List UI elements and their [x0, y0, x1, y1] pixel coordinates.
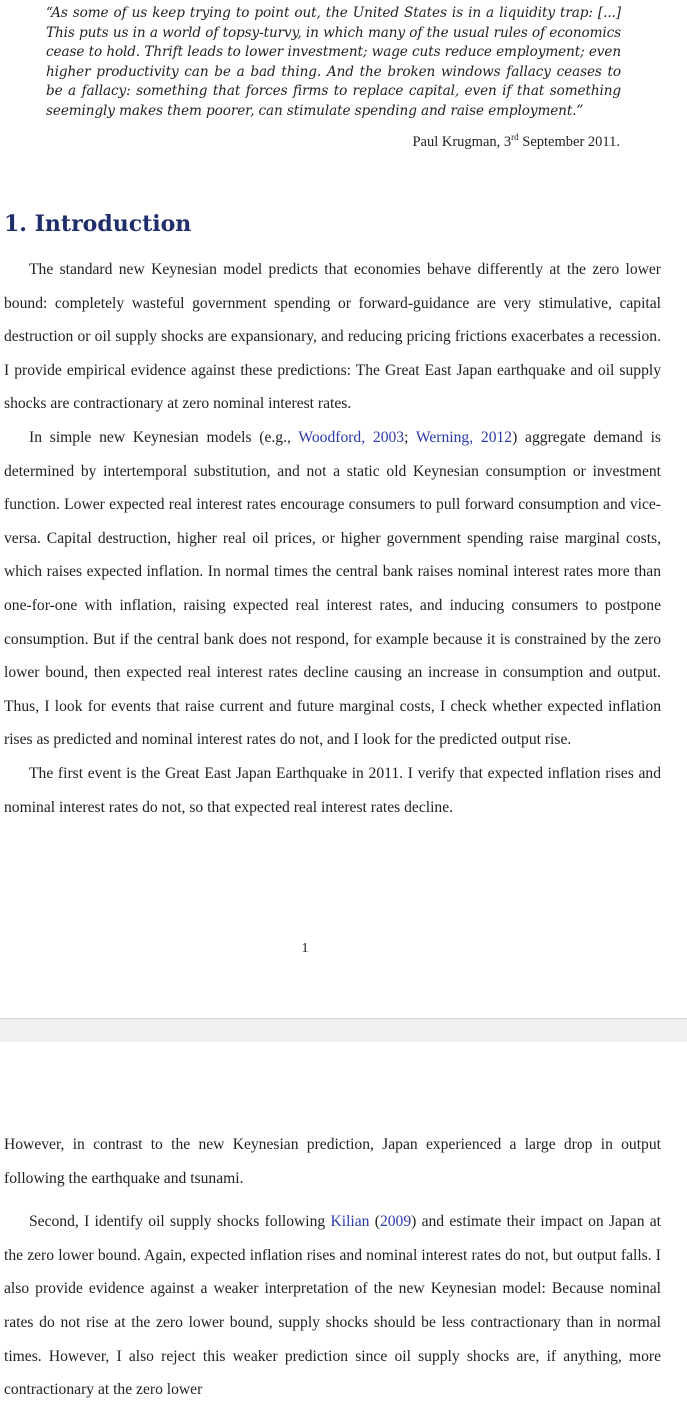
attribution-author-date: Paul Krugman, 3	[412, 133, 512, 150]
page-separator	[0, 1018, 687, 1043]
intro-paragraph-2	[4, 421, 661, 757]
intro-paragraph-1: The standard new Keynesian model predicts that economies behave differently at the zero lower bound: completely wasteful government spending or forward-guidance are very stimulative, capital destruction or oil supply shocks are expansionary, and reducing pricing frictions exacerbates a recession. I provide empirical evidence against these predictions: The Great East Japan earthquake and oil supply shocks are contractionary at zero nominal interest rates.	[4, 261, 661, 413]
intro-paragraph-3: The first event is the Great East Japan Earthquake in 2011. I verify that expected inflation rises and nominal interest rates do not, so that expected real interest rates decline.	[4, 764, 661, 816]
epigraph-attribution	[412, 132, 620, 151]
oil-shock-paragraph	[4, 1205, 661, 1407]
citation-close-paren: )	[411, 1213, 417, 1231]
epigraph-quote: “As some of us keep trying to point out, the United States is in a liquidity trap: [...] This puts us in a world of topsy-turvy, in which many of the usual rules of economics cease to hold. Thrift leads to lower investment; wage cuts reduce employment; even higher productivity can be a bad thing. And the broken windows fallacy ceases to be a fallacy: something that forces firms to replace capital, even if that something seemingly makes them poorer, can stimulate spending and raise employment.”	[46, 5, 621, 119]
attribution-date-rest: September 2011.	[518, 133, 620, 150]
page-1-body	[4, 253, 661, 824]
citation-kilian-year[interactable]: 2009	[379, 1213, 412, 1231]
citation-separator: ;	[404, 428, 416, 446]
citation-kilian-name[interactable]: Kilian	[330, 1213, 370, 1231]
p2-2-text-b: and estimate their impact on Japan at the zero lower bound. Again, expected inflation rises and nominal interest rates do not, but output falls. I also provide evidence against a weaker interpretation of the new Keynesian model: Because nominal rates do not rise at the zero lower bound, supply shocks should be less contractionary than in normal times. However, I also reject this weaker prediction since oil supply shocks are, if anything, more contractionary at the zero lower	[4, 1213, 662, 1399]
citation-werning-2012[interactable]: Werning, 2012	[415, 428, 513, 446]
attribution-date-superscript: rd	[511, 132, 519, 142]
page-2	[0, 1042, 687, 1412]
page-number: 1	[301, 941, 309, 956]
section-title: 1. Introduction	[4, 211, 192, 237]
citation-woodford-2003[interactable]: Woodford, 2003	[298, 428, 405, 446]
p2-text-b: ) aggregate demand is determined by intertemporal substitution, and not a static old Keynesian consumption or investment function. Lower expected real interest rates encourage consumers to pull forward consumption and vice-versa. Capital destruction, higher real oil prices, or higher government spending raise marginal costs, which raises expected inflation. In normal times the central bank raises nominal interest rates more than one-for-one with inflation, raising expected real interest rates, and inducing consumers to postpone consumption. But if the central bank does not respond, for example because it is constrained by the zero lower bound, then expected real interest rates decline causing an increase in consumption and output. Thus, I look for events that raise current and future marginal costs, I check whether expected inflation rises as predicted and nominal interest rates do not, and I look for the predicted output rise.	[4, 428, 661, 749]
continued-paragraph: However, in contrast to the new Keynesian prediction, Japan experienced a large drop in output following the earthquake and tsunami.	[4, 1136, 661, 1187]
p2-text-a: In simple new Keynesian models (e.g.,	[29, 428, 299, 446]
citation-open-paren: (	[369, 1213, 380, 1231]
page-2-body	[4, 1128, 661, 1407]
p2-2-text-a: Second, I identify oil supply shocks following	[29, 1213, 331, 1231]
